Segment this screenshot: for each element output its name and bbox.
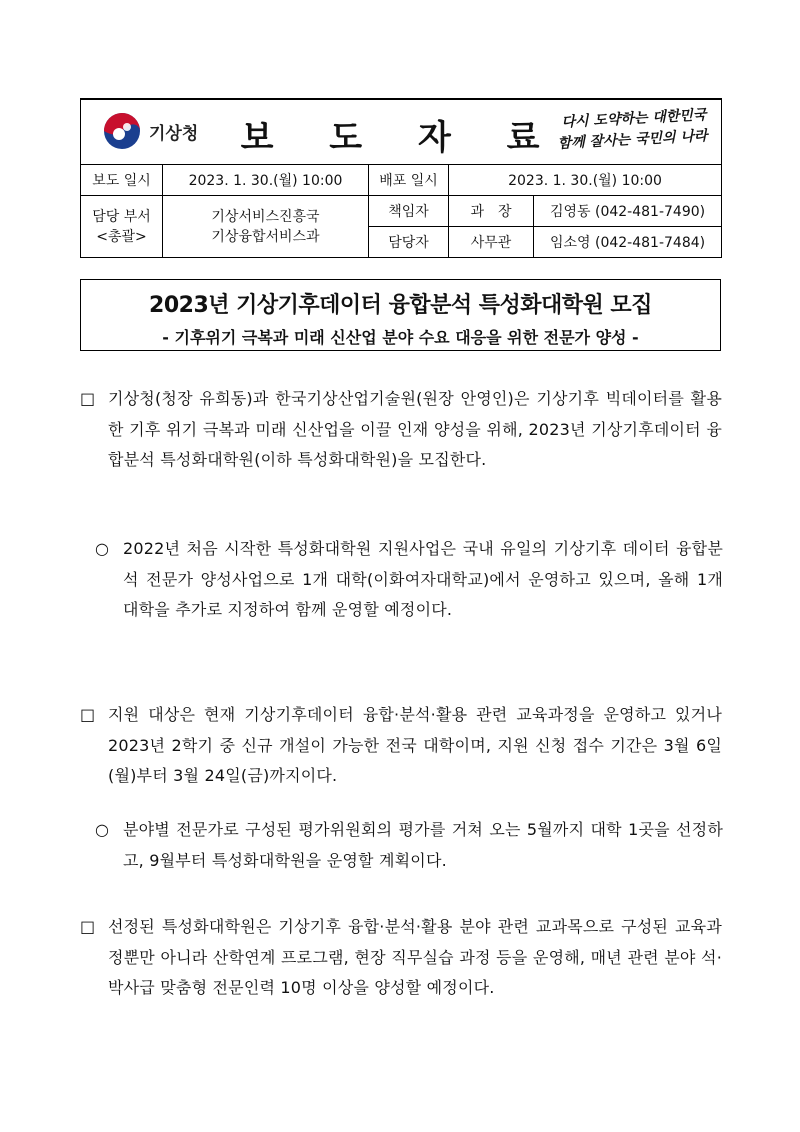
department-value [163,196,369,258]
department-label-line-2: <총괄> [96,228,147,245]
headline-box [80,279,721,351]
press-header-table [80,98,722,258]
section-1-sub-text: 2022년 처음 시작한 특성화대학원 지원사업은 국내 유일의 기상기후 데이터 융합분석 전문가 양성사업으로 1개 대학(이화여자대학교)에서 운영하고 있으며, 올해 1개 대학을 추가로 지정하여 함께 운영할 예정이다. [123,539,723,619]
slogan-line-2: 함께 잘사는 국민의 나라 [557,128,708,152]
section-1-paragraph [80,384,722,476]
contact-role: 사무관 [449,227,534,258]
release-time-value: 2023. 1. 30.(월) 10:00 [163,165,369,196]
department-label-line-1: 담당 부서 [92,208,151,225]
responsible-contact: 김영동 (042-481-7490) [534,196,722,227]
distribution-time-label: 배포 일시 [369,165,449,196]
section-3-paragraph [80,912,722,1004]
org-name: 기상청 [149,123,199,144]
department-value-line-2: 기상융합서비스과 [211,228,320,245]
section-2-paragraph [80,700,722,792]
department-value-line-1: 기상서비스진흥국 [211,208,320,225]
section-3-text: 선정된 특성화대학원은 기상기후 융합·분석·활용 분야 관련 교과목으로 구성된 교육과정뿐만 아니라 산학연계 프로그램, 현장 직무실습 과정 등을 운영해, 매년 관련 분야 석·박사급 맞춤형 전문인력 10명 이상을 양성할 예정이다. [108,917,722,997]
department-label [81,196,163,258]
circle-bullet: ○ [95,539,110,558]
section-1-text: 기상청(청장 유희동)과 한국기상산업기술원(원장 안영인)은 기상기후 빅데이터를 활용한 기후 위기 극복과 미래 신산업을 이끌 인재 양성을 위해, 2023년 기상기후데이터 융합분석 특성화대학원(이하 특성화대학원)을 모집한다. [108,389,722,469]
headline-title: 2023년 기상기후데이터 융합분석 특성화대학원 모집 [149,293,652,318]
box-bullet: □ [80,705,96,724]
release-time-label: 보도 일시 [81,165,163,196]
box-bullet: □ [80,917,96,936]
contact-contact: 임소영 (042-481-7484) [534,227,722,258]
section-1-sub-paragraph [95,534,723,626]
press-release-title: 보 도 자 료 [240,118,562,158]
responsible-label: 책임자 [369,196,449,227]
headline-subtitle: - 기후위기 극복과 미래 신산업 분야 수요 대응을 위한 전문가 양성 - [162,328,639,347]
section-2-sub-text: 분야별 전문가로 구성된 평가위원회의 평가를 거쳐 오는 5월까지 대학 1곳을 선정하고, 9월부터 특성화대학원을 운영할 계획이다. [123,820,723,870]
section-2-sub-paragraph [95,815,723,876]
header-banner [81,99,722,165]
contact-label: 담당자 [369,227,449,258]
section-2-text: 지원 대상은 현재 기상기후데이터 융합·분석·활용 관련 교육과정을 운영하고 있거나 2023년 2학기 중 신규 개설이 가능한 전국 대학이며, 지원 신청 접수 기간은 3월 6일(월)부터 3월 24일(금)까지이다. [108,705,722,785]
distribution-time-value: 2023. 1. 30.(월) 10:00 [449,165,722,196]
circle-bullet: ○ [95,820,110,839]
box-bullet: □ [80,389,96,408]
responsible-role: 과 장 [449,196,534,227]
slogan-line-1: 다시 도약하는 대한민국 [561,107,707,131]
